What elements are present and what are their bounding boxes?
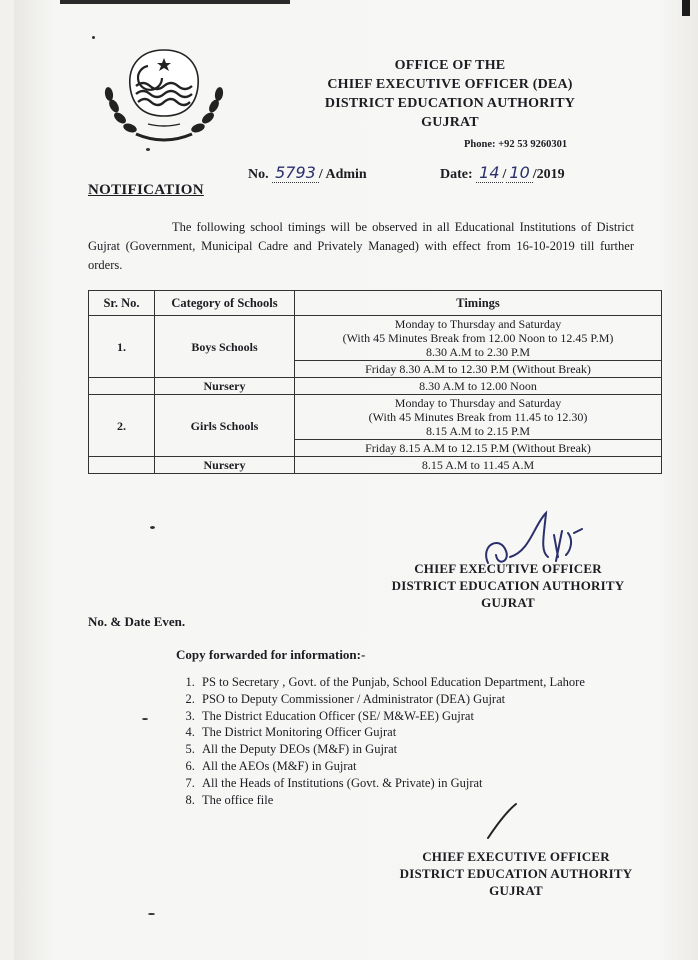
- punjab-emblem-logo: [100, 46, 228, 150]
- reference-number: [248, 163, 367, 183]
- signature1-title: CHIEF EXECUTIVE OFFICER: [414, 561, 602, 576]
- table-header-row: [89, 291, 662, 316]
- row1-nursery-label: Nursery: [155, 378, 295, 395]
- scan-speck: [148, 913, 155, 915]
- row2-nursery-label: Nursery: [155, 457, 295, 474]
- signature1-authority: DISTRICT EDUCATION AUTHORITY: [391, 578, 625, 593]
- copy-forwarded-title: Copy forwarded for information:-: [176, 647, 366, 662]
- no-date-even: No. & Date Even.: [88, 614, 186, 629]
- row1-sr-no: 1.: [89, 316, 155, 378]
- phone-number: Phone: +92 53 9260301: [464, 139, 568, 150]
- signature2-block: [376, 848, 656, 899]
- scan-speck: [142, 718, 148, 720]
- notification-title: NOTIFICATION: [88, 182, 204, 198]
- row1-timing-line1: Monday to Thursday and Saturday: [394, 317, 562, 331]
- reference-no-suffix: / Admin: [318, 167, 367, 182]
- header-sr-no: Sr. No.: [89, 291, 155, 316]
- signature1-city: GUJRAT: [481, 595, 535, 610]
- date-month: 10: [506, 163, 532, 183]
- header-category: Category of Schools: [155, 291, 295, 316]
- copy-recipients-list: [178, 674, 585, 808]
- scan-speck: [92, 36, 95, 39]
- intro-paragraph: [88, 218, 634, 275]
- scan-corner-mark: [682, 0, 690, 16]
- row2-friday-timing: Friday 8.15 A.M to 12.15 P.M (Without Break): [295, 440, 662, 457]
- table-row: [89, 378, 662, 395]
- header-timings: Timings: [295, 291, 662, 316]
- row1-nursery-blank: [89, 378, 155, 395]
- list-item: 6. All the AEOs (M&F) in Gujrat: [198, 758, 585, 775]
- row2-timing-line2: (With 45 Minutes Break from 11.45 to 12.30): [368, 410, 588, 424]
- signature2-city: GUJRAT: [489, 883, 543, 898]
- table-row: [89, 395, 662, 440]
- row1-weekday-timing: [295, 316, 662, 361]
- row2-timing-line1: Monday to Thursday and Saturday: [394, 396, 562, 410]
- signature2-authority: DISTRICT EDUCATION AUTHORITY: [399, 866, 633, 881]
- row2-weekday-timing: [295, 395, 662, 440]
- signature2-title: CHIEF EXECUTIVE OFFICER: [422, 849, 610, 864]
- date-day: 14: [476, 163, 502, 183]
- reference-no-value: 5793: [272, 163, 319, 183]
- intro-text: The following school timings will be observed in all Educational Institutions of District Gujrat (Government, Municipal Cadre and Privately Managed) with effect from 16-10-2019 till further orders.: [88, 220, 634, 272]
- date-year: /2019: [532, 167, 565, 182]
- list-item: 8. The office file: [198, 792, 585, 809]
- reference-date: Date: 14 / 10 /2019: [440, 163, 565, 182]
- row2-nursery-timing: 8.15 A.M to 11.45 A.M: [295, 457, 662, 474]
- scan-speck: [146, 148, 150, 151]
- row1-friday-timing: Friday 8.30 A.M to 12.30 P.M (Without Break): [295, 361, 662, 378]
- row2-timing-line3: 8.15 A.M to 2.15 P.M: [425, 424, 531, 438]
- list-item: 2. PSO to Deputy Commissioner / Administrator (DEA) Gujrat: [198, 691, 585, 708]
- row2-category: Girls Schools: [155, 395, 295, 457]
- row1-timing-line2: (With 45 Minutes Break from 12.00 Noon to 12.45 P.M): [342, 331, 614, 345]
- header-city-line: GUJRAT: [421, 115, 479, 130]
- row1-nursery-timing: 8.30 A.M to 12.00 Noon: [295, 378, 662, 395]
- scan-speck: [150, 526, 155, 529]
- list-item: 3. The District Education Officer (SE/ M&W-EE) Gujrat: [198, 708, 585, 725]
- table-row: [89, 457, 662, 474]
- scan-edge-mark: [60, 0, 290, 4]
- date-label: Date:: [440, 167, 473, 182]
- list-item: 1. PS to Secretary , Govt. of the Punjab, School Education Department, Lahore: [198, 674, 585, 691]
- table-row: [89, 316, 662, 361]
- header-authority-line: DISTRICT EDUCATION AUTHORITY: [324, 96, 576, 111]
- row1-timing-line3: 8.30 A.M to 2.30 P.M: [425, 345, 531, 359]
- signature1-block: [368, 560, 648, 611]
- list-item: 5. All the Deputy DEOs (M&F) in Gujrat: [198, 741, 585, 758]
- list-item: 4. The District Monitoring Officer Gujrat: [198, 724, 585, 741]
- school-timings-table: [88, 290, 662, 474]
- row2-sr-no: 2.: [89, 395, 155, 457]
- initials-signature: [482, 800, 522, 842]
- reference-no-label: No.: [248, 167, 269, 182]
- header-office-line: OFFICE OF THE: [394, 58, 506, 73]
- list-item: 7. All the Heads of Institutions (Govt. & Private) in Gujrat: [198, 775, 585, 792]
- row2-nursery-blank: [89, 457, 155, 474]
- row1-category: Boys Schools: [155, 316, 295, 378]
- header-ceo-line: CHIEF EXECUTIVE OFFICER (DEA): [327, 77, 573, 92]
